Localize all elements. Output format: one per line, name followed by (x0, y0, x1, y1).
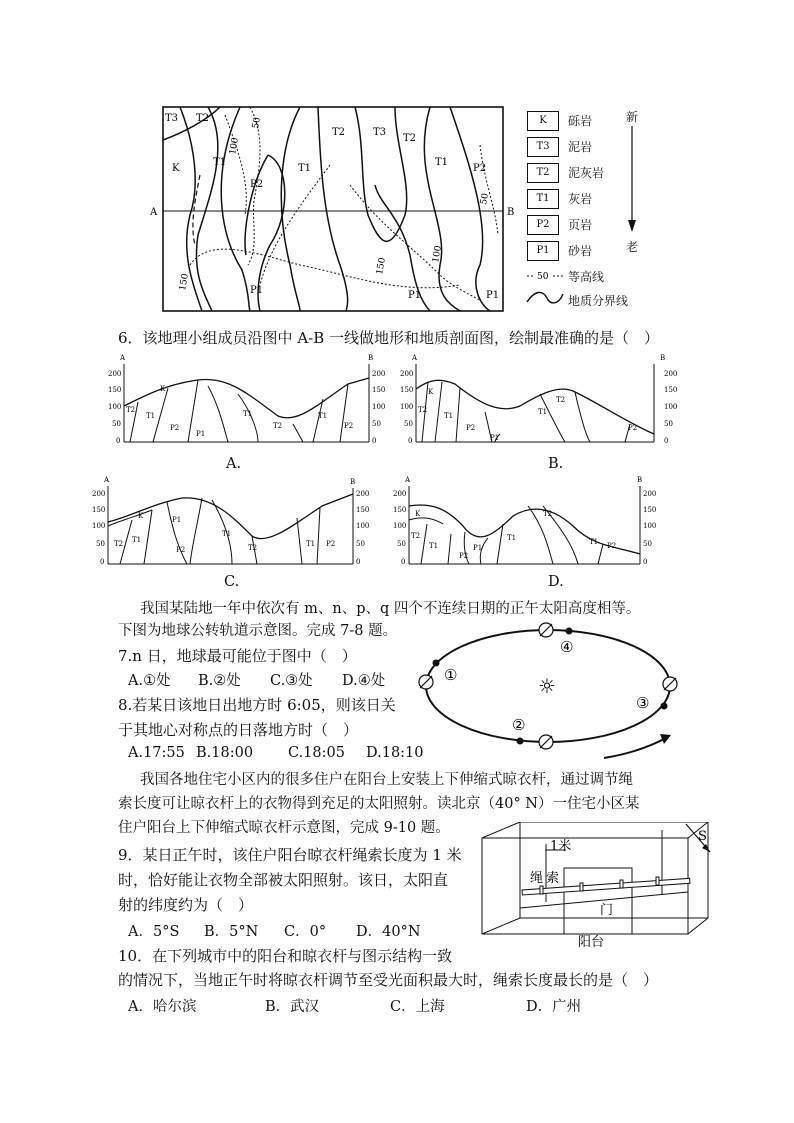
legend-age-new: 新 (626, 110, 639, 124)
profile-b-tick-50: 50 (404, 420, 413, 428)
balcony-rope-label-2: 索 (546, 871, 560, 886)
profile-b-tick-0: 0 (408, 437, 413, 445)
q9-option-d[interactable]: D．40°N (356, 924, 421, 940)
profile-a-end-a: A (120, 354, 126, 362)
q7-option-b[interactable]: B.②处 (198, 673, 241, 689)
profile-a-tick-r100: 100 (372, 403, 386, 411)
profile-a-tick-r0: 0 (372, 437, 377, 445)
profile-c-tick-r100: 100 (356, 522, 370, 530)
legend-code-t1: T1 (527, 189, 559, 209)
contour-label-100-right: 100 (431, 244, 444, 264)
profile-d-tick-r0: 0 (643, 558, 648, 566)
profile-d-tick-r100: 100 (643, 522, 657, 530)
profile-a-tick-r150: 150 (372, 386, 386, 394)
legend-age-old: 老 (626, 240, 639, 254)
profile-c-rock-t2b: T2 (248, 544, 258, 552)
profile-b-rock-t1b: T1 (538, 408, 548, 416)
map-label-t1-center: T1 (298, 163, 312, 174)
passage-1-line-1: 我国某陆地一年中依次有 m、n、p、q 四个不连续日期的正午太阳高度相等。 (140, 601, 641, 617)
earth-top (539, 623, 553, 637)
q8-option-b[interactable]: B.18:00 (196, 745, 254, 761)
profile-d-tick-150: 150 (393, 506, 407, 514)
legend-code-p1: P1 (527, 241, 559, 261)
map-label-p2-left: P2 (250, 179, 264, 190)
profile-c-rock-k: K (138, 512, 144, 520)
legend-name-t3: 泥岩 (568, 140, 593, 154)
question-9-line-2: 时，恰好能让衣物全部被太阳照射。该日，太阳直 (118, 871, 449, 889)
profile-a-rock-t1b: T1 (243, 410, 253, 418)
contour-label-100-top: 100 (228, 136, 241, 156)
question-9-line-3: 射的纬度约为（ ） (118, 896, 254, 914)
earth-bottom (539, 735, 553, 749)
map-label-t2-right: T2 (403, 133, 417, 144)
map-end-b: B (507, 207, 515, 218)
profile-d-rock-p2b: P2 (607, 542, 617, 550)
profile-b-rock-p2b: P2 (628, 424, 638, 432)
profile-d-label[interactable]: D. (548, 574, 564, 590)
legend-name-t2: 泥灰岩 (568, 166, 605, 180)
profile-c-tick-50: 50 (96, 540, 105, 548)
profile-c-rock-p2b: P2 (326, 540, 336, 548)
profile-d (393, 476, 675, 572)
map-label-t3-left: T3 (165, 113, 179, 124)
profile-d-end-a: A (405, 476, 411, 484)
contour-label-150-bottom: 150 (178, 272, 191, 292)
profile-d-rock-t1: T1 (429, 542, 439, 550)
orbit-dot (566, 628, 573, 635)
q10-option-b[interactable]: B．武汉 (265, 999, 320, 1015)
map-label-t2-center: T2 (332, 127, 346, 138)
legend-boundary-sample (525, 290, 565, 306)
profile-b-label[interactable]: B. (548, 456, 564, 472)
profile-d-tick-r50: 50 (643, 540, 652, 548)
profile-a-tick-50: 50 (112, 420, 121, 428)
profile-d-tick-r200: 200 (643, 490, 657, 498)
profile-d-rock-t2: T2 (411, 532, 421, 540)
map-label-t2-left: T2 (196, 113, 210, 124)
contour-label-50-top: 50 (251, 116, 263, 130)
profile-a-tick-r200: 200 (372, 370, 386, 378)
profile-a-rock-t2: T2 (126, 406, 136, 414)
profile-b-tick-200: 200 (400, 370, 414, 378)
profile-d-rock-t2b: T2 (543, 510, 553, 518)
passage-2-line-1: 我国各地住宅小区内的很多住户在阳台上安装上下伸缩式晾衣杆，通过调节绳 (140, 772, 633, 788)
profile-c-tick-r200: 200 (356, 490, 370, 498)
map-label-p1-center: P1 (408, 290, 422, 301)
orbit-position-4: ④ (560, 638, 574, 656)
profile-c-rock-t1c: T1 (306, 540, 316, 548)
profile-d-rock-p2: P2 (459, 552, 469, 560)
map-label-p1-bottom: P1 (250, 285, 264, 296)
legend-name-t1: 灰岩 (568, 192, 593, 206)
profile-a-tick-0: 0 (116, 437, 121, 445)
q10-option-d[interactable]: D．广州 (526, 999, 582, 1015)
profile-c-tick-r0: 0 (356, 558, 361, 566)
profile-c-rock-p1: P1 (172, 516, 182, 524)
orbit-dot (433, 660, 440, 667)
question-10-line-1: 10．在下列城市中的阳台和晾衣杆与图示结构一致 (118, 947, 453, 965)
profile-d-rock-k: K (415, 510, 421, 518)
balcony-door-label: 门 (600, 903, 614, 918)
question-8-line-2: 于其地心对称点的日落地方时（ ） (118, 721, 359, 739)
profile-d-tick-0: 0 (401, 558, 406, 566)
passage-2-line-2: 索长度可让晾衣杆上的衣物得到充足的太阳照射。读北京（40° N）一住宅小区某 (118, 796, 640, 812)
question-6: 6．该地理小组成员沿图中 A-B 一线做地形和地质剖面图，绘制最准确的是（ ） (118, 329, 660, 347)
orbit-position-2: ② (512, 716, 526, 734)
profile-b-tick-r0: 0 (664, 437, 669, 445)
question-7: 7.n 日，地球最可能位于图中（ ） (118, 647, 357, 665)
q9-option-a[interactable]: A．5°S (128, 924, 180, 940)
profile-b (400, 354, 682, 450)
earth-left (419, 675, 433, 689)
profile-b-rock-t1: T1 (444, 412, 454, 420)
profile-a-tick-150: 150 (108, 386, 122, 394)
balcony-direction-s: S (698, 829, 707, 844)
profile-c-tick-r150: 150 (356, 506, 370, 514)
profile-b-end-a: A (412, 354, 418, 362)
profile-a-rock-k: K (160, 385, 166, 393)
profile-d-tick-50: 50 (397, 540, 406, 548)
profile-c-rock-t2: T2 (114, 540, 124, 548)
q10-option-c[interactable]: C．上海 (390, 999, 445, 1015)
balcony-rope-label-1: 绳 (530, 871, 544, 886)
legend-name-p2: 页岩 (568, 218, 593, 232)
legend-name-k: 砾岩 (568, 114, 593, 128)
q9-option-b[interactable]: B．5°N (204, 924, 259, 940)
map-label-p2-right: P2 (473, 163, 487, 174)
orbit-diagram (414, 620, 696, 760)
profile-b-tick-r50: 50 (664, 420, 673, 428)
profile-d-tick-r150: 150 (643, 506, 657, 514)
profile-b-rock-p2: P2 (466, 424, 476, 432)
profile-b-tick-100: 100 (400, 403, 414, 411)
profile-c-tick-r50: 50 (356, 540, 365, 548)
orbit-position-1: ① (444, 666, 458, 684)
geologic-map (150, 105, 520, 315)
legend-contour-value: 50 (537, 272, 549, 282)
orbit-position-3: ③ (636, 694, 650, 712)
profile-b-end-b: B (660, 354, 666, 362)
q8-option-d[interactable]: D.18:10 (366, 745, 424, 761)
profile-a (108, 354, 390, 450)
profile-c-rock-t1b: T1 (222, 530, 232, 538)
map-label-p1-right: P1 (486, 290, 500, 301)
profile-b-tick-r150: 150 (664, 386, 678, 394)
map-label-t1-left: T1 (213, 157, 227, 168)
profile-c-end-b: B (350, 478, 356, 486)
legend-name-p1: 砂岩 (568, 244, 593, 258)
profile-c-rock-p2: P2 (176, 546, 186, 554)
q8-option-a[interactable]: A.17:55 (128, 745, 185, 761)
legend-code-t2: T2 (527, 163, 559, 183)
profile-c-tick-0: 0 (100, 558, 105, 566)
profile-a-rock-t2b: T2 (273, 422, 283, 430)
contour-label-50-right: 50 (479, 192, 491, 206)
legend-code-p2: P2 (527, 215, 559, 235)
profile-d-rock-p1: P1 (473, 544, 483, 552)
question-9-line-1: 9．某日正午时，该住户阳台晾衣杆绳索长度为 1 米 (118, 846, 462, 864)
passage-1-line-2: 下图为地球公转轨道示意图。完成 7-8 题。 (118, 623, 398, 639)
orbit-dot (517, 738, 524, 745)
profile-b-tick-r200: 200 (664, 370, 678, 378)
sun-icon: ☼ (538, 674, 556, 698)
legend-contour-name: 等高线 (568, 270, 605, 284)
profile-a-rock-t1: T1 (146, 412, 156, 420)
profile-c-tick-100: 100 (92, 522, 106, 530)
map-label-t1-right: T1 (435, 157, 449, 168)
profile-c-label[interactable]: C. (224, 574, 240, 590)
profile-a-rock-p1: P1 (196, 430, 206, 438)
q7-option-a[interactable]: A.①处 (128, 673, 171, 689)
passage-2-line-3: 住户阳台上下伸缩式晾衣杆示意图，完成 9-10 题。 (118, 820, 450, 836)
profile-b-rock-t2b: T2 (556, 396, 566, 404)
q8-option-c[interactable]: C.18:05 (288, 745, 345, 761)
profile-a-end-b: B (368, 354, 374, 362)
legend-contour-sample (525, 266, 565, 284)
profile-c-tick-200: 200 (92, 490, 106, 498)
question-8-line-1: 8.若某日该地日出地方时 6:05，则该日关 (118, 696, 396, 714)
earth-right (663, 677, 677, 691)
profile-b-rock-p1: P1 (490, 434, 500, 442)
profile-c-end-a: A (104, 476, 110, 484)
legend-boundary-name: 地质分界线 (568, 294, 629, 308)
balcony-label: 阳台 (578, 935, 605, 950)
profile-a-tick-100: 100 (108, 403, 122, 411)
orbit-dot (661, 703, 668, 710)
profile-d-rock-t1b: T1 (507, 534, 517, 542)
revolution-arrow-icon (604, 738, 666, 758)
profile-a-rock-p2: P2 (170, 424, 180, 432)
profile-c-rock-t1: T1 (132, 536, 142, 544)
profile-a-rock-t1c: T1 (318, 412, 328, 420)
map-label-t3-center: T3 (373, 127, 387, 138)
age-arrow (626, 126, 638, 236)
profile-b-tick-150: 150 (400, 386, 414, 394)
profile-a-rock-p2b: P2 (344, 422, 354, 430)
legend-code-k: K (527, 111, 559, 131)
profile-d-end-b: B (637, 476, 643, 484)
profile-b-rock-t2: T2 (418, 406, 428, 414)
q7-option-c[interactable]: C.③处 (270, 673, 313, 689)
profile-a-tick-200: 200 (108, 370, 122, 378)
profile-b-tick-r100: 100 (664, 403, 678, 411)
profile-c-tick-150: 150 (92, 506, 106, 514)
profile-c (92, 476, 374, 572)
q9-option-c[interactable]: C．0° (284, 924, 327, 940)
legend-code-t3: T3 (527, 137, 559, 157)
balcony-diagram (480, 822, 716, 958)
q10-option-a[interactable]: A．哈尔滨 (128, 999, 197, 1015)
profile-a-label[interactable]: A. (226, 456, 242, 472)
profile-d-tick-200: 200 (393, 490, 407, 498)
q7-option-d[interactable]: D.④处 (342, 673, 386, 689)
profile-d-rock-t1c: T1 (589, 538, 599, 546)
map-end-a: A (150, 207, 158, 218)
profile-a-tick-r50: 50 (372, 420, 381, 428)
balcony-meter-label: 1米 (550, 839, 572, 854)
map-label-k: K (172, 163, 180, 174)
profile-b-rock-k: K (428, 388, 434, 396)
contour-label-150-center: 150 (375, 256, 388, 276)
profile-d-tick-100: 100 (393, 522, 407, 530)
question-10-line-2: 的情况下，当地正午时将晾衣杆调节至受光面积最大时，绳索长度最长的是（ ） (118, 971, 659, 989)
